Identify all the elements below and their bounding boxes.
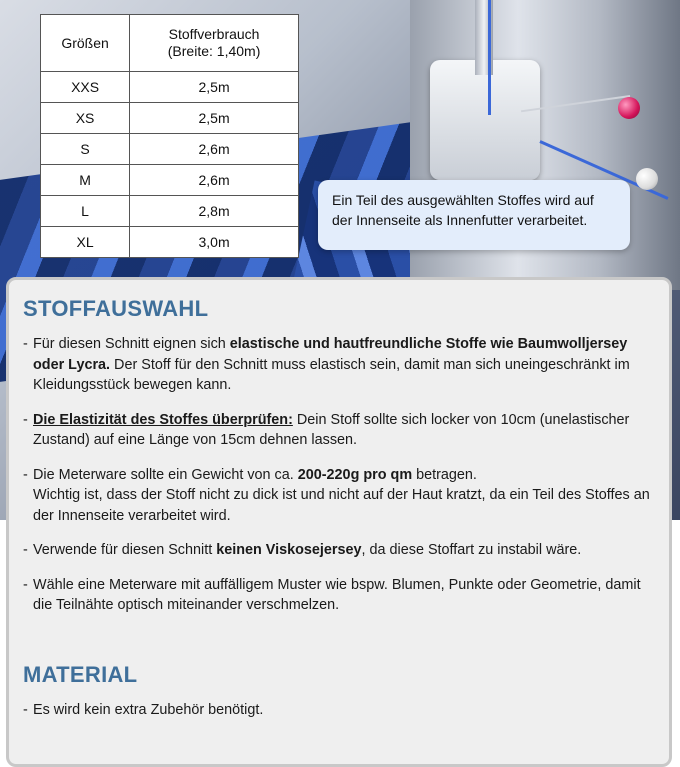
bullet-dash: - <box>23 701 28 718</box>
bullet-dash: - <box>23 542 28 558</box>
bullet-dash: - <box>23 411 28 428</box>
item-bold-text: elastische und hautfreundliche Stoffe wie Baumwolljersey oder Lycra. <box>33 336 628 373</box>
item-bold-text: 200-220g pro qm <box>297 466 413 483</box>
size-cell: M <box>41 165 130 196</box>
table-row <box>41 227 299 258</box>
red-pin-head <box>618 97 640 119</box>
size-cell: XL <box>41 227 130 258</box>
info-panel <box>6 277 672 767</box>
item-text: Die Meterware sollte ein Gewicht von ca. <box>33 466 298 483</box>
list-item <box>23 540 655 561</box>
bullet-dash: - <box>23 336 28 352</box>
lining-callout: Ein Teil des ausgewählten Stoffes wird auf der Innenseite als Innenfutter verarbeitet. <box>318 180 630 250</box>
item-text: Wähle eine Meterware mit auffälligem Muster wie bspw. Blumen, Punkte oder Geometrie, damit die Teilnähte optisch miteinander verschmelzen. <box>33 576 641 613</box>
item-text: Verwende für diesen Schnitt <box>33 542 217 558</box>
stoffauswahl-title: STOFFAUSWAHL <box>23 296 209 321</box>
material-title: MATERIAL <box>23 661 138 687</box>
table-row <box>41 134 299 165</box>
header-fabric-consumption <box>130 15 299 72</box>
item-text: Es wird kein extra Zubehör benötigt. <box>33 701 264 718</box>
header-fabric-line1: Stoffverbrauch <box>168 26 260 42</box>
section-spacer <box>23 630 655 656</box>
table-row <box>41 165 299 196</box>
table-row <box>41 103 299 134</box>
item-text: , da diese Stoffart zu instabil wäre. <box>361 542 582 558</box>
item-underlined-heading: Die Elastizität des Stoffes überprüfen: <box>33 411 293 428</box>
amount-cell: 3,0m <box>130 227 299 258</box>
amount-cell: 2,6m <box>130 165 299 196</box>
header-fabric-line2: (Breite: 1,40m) <box>167 43 261 59</box>
list-item <box>23 575 655 616</box>
bullet-dash: - <box>23 576 28 593</box>
size-cell: S <box>41 134 130 165</box>
item-text: Für diesen Schnitt eignen sich <box>33 336 230 352</box>
item-text: betragen. <box>412 466 477 483</box>
white-pin-head <box>636 168 658 190</box>
table-row <box>41 72 299 103</box>
amount-cell: 2,6m <box>130 134 299 165</box>
amount-cell: 2,8m <box>130 196 299 227</box>
list-item <box>23 700 655 721</box>
list-item <box>23 410 655 451</box>
item-text: Der Stoff für den Schnitt muss elastisch sein, damit man sich uneingeschränkt im Kleidungsstück bewegen kann. <box>33 356 630 393</box>
header-sizes: Größen <box>41 15 130 72</box>
table-row <box>41 196 299 227</box>
thread <box>488 0 491 115</box>
size-cell: L <box>41 196 130 227</box>
bullet-dash: - <box>23 466 28 483</box>
table-header-row <box>41 15 299 72</box>
presser-foot <box>430 60 540 180</box>
size-cell: XXS <box>41 72 130 103</box>
amount-cell: 2,5m <box>130 103 299 134</box>
item-bold-text: keinen Viskosejersey <box>216 542 362 558</box>
list-item <box>23 334 655 396</box>
list-item <box>23 465 655 527</box>
item-text: Dein Stoff sollte sich locker von 10cm (unelastischer Zustand) auf eine Länge von 15cm dehnen lassen. <box>33 411 630 448</box>
item-text: Wichtig ist, dass der Stoff nicht zu dick ist und nicht auf der Haut kratzt, da ein Teil des Stoffes an der Innenseite verarbeitet wird. <box>33 487 650 524</box>
size-cell: XS <box>41 103 130 134</box>
fabric-consumption-table <box>40 14 299 258</box>
amount-cell: 2,5m <box>130 72 299 103</box>
